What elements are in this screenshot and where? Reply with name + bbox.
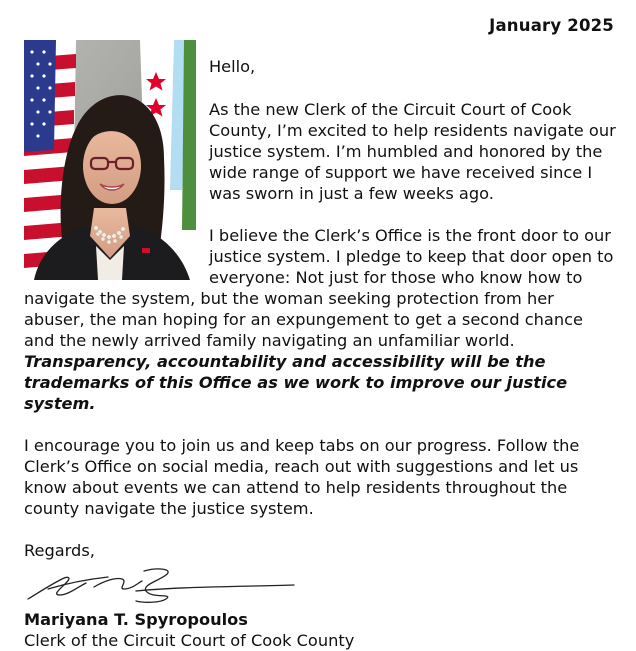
signatory-name: Mariyana T. Spyropoulos	[24, 610, 248, 629]
letter-body	[24, 40, 616, 651]
closing-line: Regards,	[24, 541, 95, 560]
handwritten-signature	[24, 565, 304, 607]
greeting: Hello,	[209, 57, 256, 76]
paragraph-call-to-action: I encourage you to join us and keep tabs on our progress. Follow the Clerk’s Office on social media, reach out with suggestions and let us know about events we can attend to help residents throughout the county navigate the justice system.	[24, 436, 580, 518]
paragraph-mission-emphasis: Transparency, accountability and accessibility will be the trademarks of this Office as we work to improve our justice system.	[24, 352, 568, 413]
letter-date: January 2025	[489, 16, 614, 35]
signatory-title: Clerk of the Circuit Court of Cook County	[24, 631, 355, 650]
portrait-photo	[24, 40, 196, 280]
paragraph-introduction: As the new Clerk of the Circuit Court of Cook County, I’m excited to help residents navigate our justice system. I’m humbled and honored by the wide range of support we have received since I was sworn in just a few weeks ago.	[209, 100, 616, 203]
paragraph-mission-text: I believe the Clerk’s Office is the front door to our justice system. I pledge to keep that door open to everyone: Not just for those who know how to navigate the system, but the woman seeking protection from her abuser, the man hoping for an expungement to get a second chance and the newly arrived family navigating an unfamiliar world.	[24, 226, 614, 350]
